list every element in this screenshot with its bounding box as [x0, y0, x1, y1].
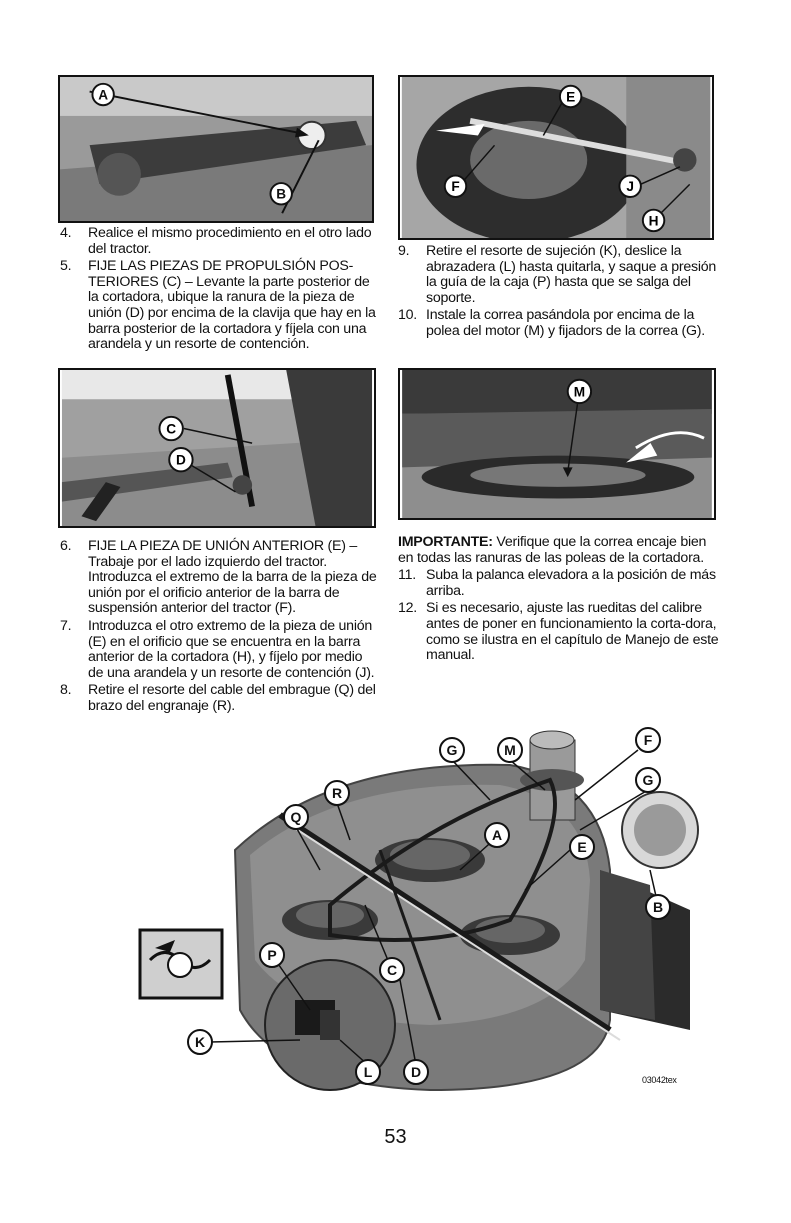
callout-label: B [652, 899, 664, 915]
callout-label: M [573, 384, 586, 400]
step-number: 12. [398, 600, 417, 617]
step-item [60, 539, 378, 617]
steps-9-10 [398, 244, 720, 342]
callout-label: J [626, 179, 634, 195]
step-text: FIJE LAS PIEZAS DE PROPULSIÓN POS-TERIORES (C) – Levante la parte posterior de la cortadora, ubique la ranura de la pieza de unión (D) por encima de la clavija que hay en la barra posterior de la cortadora y fíjela con una arandela y un resorte de contención. [88, 258, 376, 353]
callout-label: F [643, 732, 653, 748]
callout-label: R [331, 785, 343, 801]
callout-label: M [504, 742, 516, 758]
callout-label: E [566, 89, 576, 105]
step-number: 7. [60, 617, 72, 634]
callout-label: A [491, 827, 503, 843]
steps-4-5 [60, 226, 378, 355]
callout-label: P [267, 947, 277, 963]
step-item [60, 259, 378, 353]
step-item [60, 619, 378, 681]
callout-label: H [648, 213, 659, 229]
step-item [398, 601, 720, 663]
callout-label: L [363, 1064, 373, 1080]
step-number: 5. [60, 258, 72, 275]
mower-deck-diagram [130, 720, 730, 1100]
step-number: 6. [60, 538, 72, 554]
step-item [60, 226, 378, 257]
step-text: FIJE LA PIEZA DE UNIÓN ANTERIOR (E) – Trabaje por el lado izquierdo del tractor. Introduzca el extremo de la barra de la pieza de unión por el orificio anterior de la barra de suspensión anterior del tractor (F). [88, 538, 377, 617]
step-text: Suba la palanca elevadora a la posición de más arriba. [426, 567, 716, 599]
photo-front-link [398, 75, 714, 240]
figure-reference: 03042tex [642, 1075, 677, 1085]
step-item [398, 308, 720, 339]
callout-label: E [577, 839, 587, 855]
step-item [398, 244, 720, 306]
callout-label: A [98, 87, 109, 103]
callout-label: G [446, 742, 458, 758]
important-text: Verifique que la correa encaje bien en todas las ranuras de las poleas de la cortadora. [398, 534, 707, 566]
step-number: 4. [60, 225, 72, 241]
step-text: Instale la correa pasándola por encima de la polea del motor (M) y fijadors de la correa (G). [426, 307, 705, 339]
photo-outer-link-bar [58, 75, 374, 223]
photo-rear-links [58, 368, 376, 528]
step-text: Si es necesario, ajuste las rueditas del calibre antes de poner en funcionamiento la corta-dora, como se ilustra en el capítulo de Manejo de este manual. [426, 600, 719, 664]
callout-label: C [386, 962, 398, 978]
step-item [60, 683, 378, 714]
callout-label: F [451, 179, 460, 195]
photo-engine-pulley [398, 368, 716, 520]
callout-label: G [642, 772, 654, 788]
callout-label: D [410, 1064, 422, 1080]
step-number: 9. [398, 243, 410, 259]
step-text: Retire el resorte del cable del embrague (Q) del brazo del engranaje (R). [88, 682, 376, 714]
step-item [398, 568, 720, 599]
page-number: 53 [384, 1126, 407, 1148]
steps-6-8 [60, 539, 378, 717]
step-text: Introduzca el otro extremo de la pieza de unión (E) en el orificio que se encuentra en la barra anterior de la cortadora (H), y fíjelo por medio de una arandela y un resorte de contención (J). [88, 617, 375, 681]
callout-label: K [194, 1034, 206, 1050]
step-text: Retire el resorte de sujeción (K), deslice la abrazadera (L) hasta quitarla, y saque a presión la guía de la caja (P) hasta que se salga del soporte. [426, 243, 717, 306]
callout-label: B [276, 186, 287, 202]
step-number: 8. [60, 682, 72, 699]
step-text: Realice el mismo procedimiento en el otro lado del tractor. [88, 225, 372, 257]
callout-label: Q [290, 809, 302, 825]
important-lead: IMPORTANTE: [398, 534, 493, 550]
step-number: 11. [398, 567, 416, 584]
step-number: 10. [398, 307, 417, 324]
callout-label: D [175, 452, 186, 468]
important-note [398, 535, 720, 666]
callout-label: C [166, 421, 177, 437]
